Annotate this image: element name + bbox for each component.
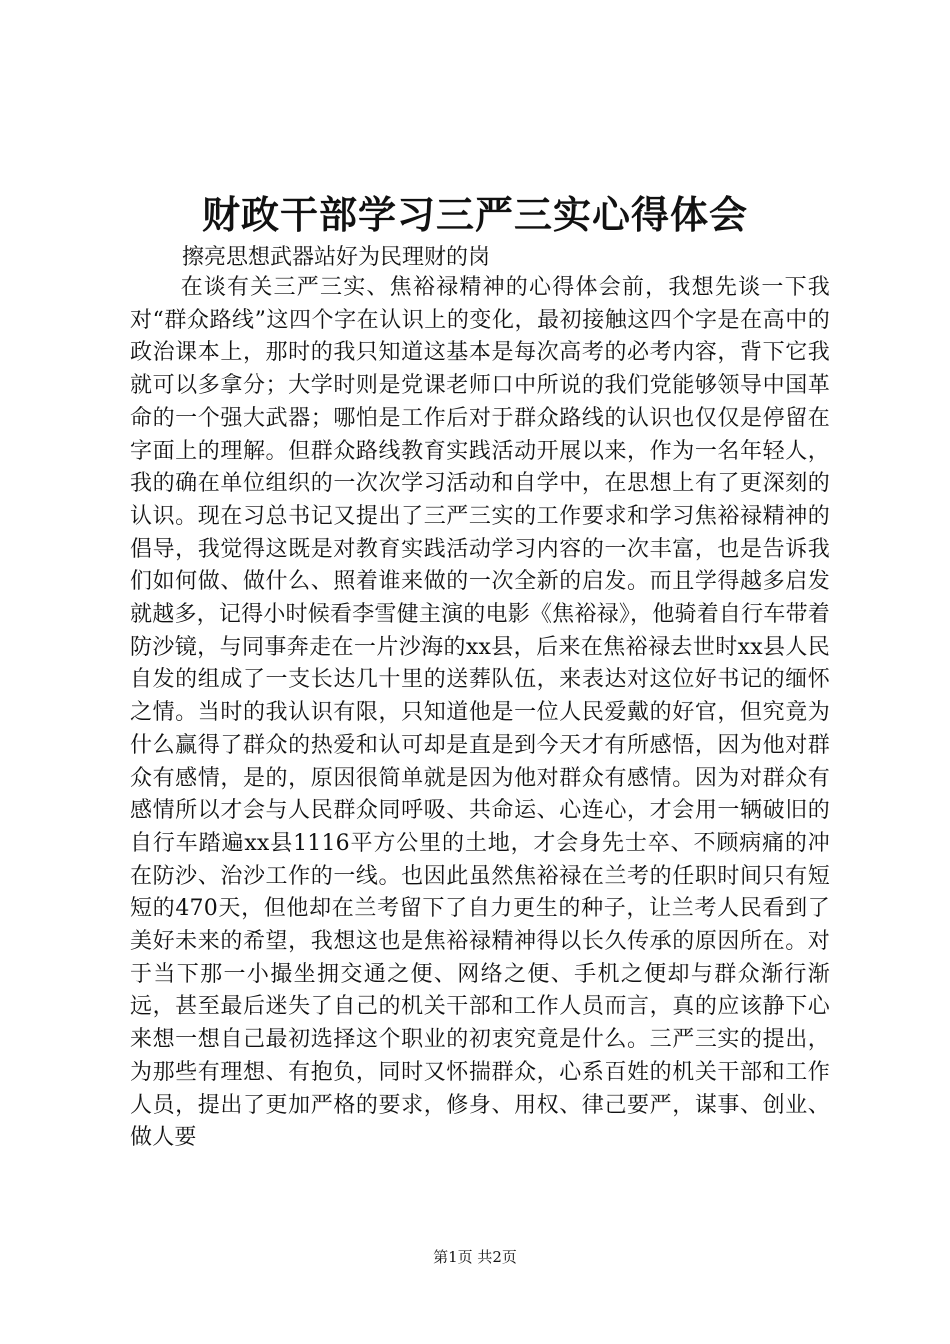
page-number-footer: 第1页 共2页 — [433, 1248, 517, 1266]
body-paragraph: 在谈有关三严三实、焦裕禄精神的心得体会前，我想先谈一下我对“群众路线”这四个字在认识上的变化，最初接触这四个字是在高中的政治课本上，那时的我只知道这基本是每次高考的必考内容，背下它我就可以多拿分；大学时则是党课老师口中所说的我们党能够领导中国革命的一个强大武器；哪怕是工作后对于群众路线的认识也仅仅是停留在字面上的理解。但群众路线教育实践活动开展以来，作为一名年轻人，我的确在单位组织的一次次学习活动和自学中，在思想上有了更深刻的认识。现在习总书记又提出了三严三实的工作要求和学习焦裕禄精神的倡导，我觉得这既是对教育实践活动学习内容的一次丰富，也是告诉我们如何做、做什么、照着谁来做的一次全新的启发。而且学得越多启发就越多，记得小时候看李雪健主演的电影《焦裕禄》，他骑着自行车带着防沙镜，与同事奔走在一片沙海的xx县，后来在焦裕禄去世时xx县人民自发的组成了一支长达几十里的送葬队伍，来表达对这位好书记的缅怀之情。当时的我认识有限，只知道他是一位人民爱戴的好官，但究竟为什么赢得了群众的热爱和认可却是直是到今天才有所感悟，因为他对群众有感情，是的，原因很简单就是因为他对群众有感情。因为对群众有感情所以才会与人民群众同呼吸、共命运、心连心，才会用一辆破旧的自行车踏遍xx县1116平方公里的土地，才会身先士卒、不顾病痛的冲在防沙、治沙工作的一线。也因此虽然焦裕禄在兰考的任职时间只有短短的470天，但他却在兰考留下了自力更生的种子，让兰考人民看到了美好未来的希望，我想这也是焦裕禄精神得以长久传承的原因所在。对于当下那一小撮坐拥交通之便、网络之便、手机之便却与群众渐行渐远，甚至最后迷失了自己的机关干部和工作人员而言，真的应该静下心来想一想自己最初选择这个职业的初衷究竟是什么。三严三实的提出，为那些有理想、有抱负，同时又怀揣群众，心系百姓的机关干部和工作人员，提出了更加严格的要求，修身、用权、律己要严，谋事、创业、做人要 — [130, 275, 830, 1151]
document-title: 财政干部学习三严三实心得体会 — [201, 192, 748, 237]
document-subtitle: 擦亮思想武器站好为民理财的岗 — [182, 245, 491, 270]
